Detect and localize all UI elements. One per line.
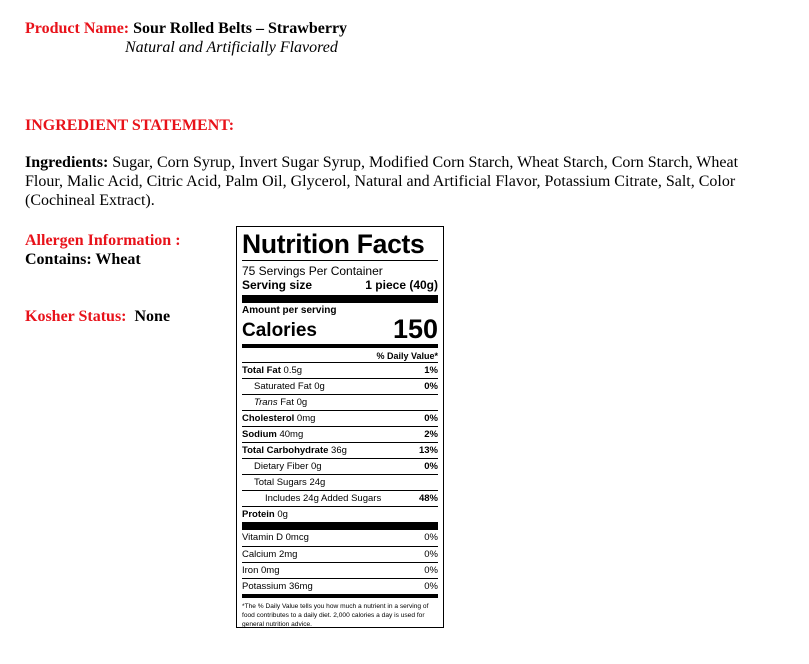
allergen-heading: Allergen Information : xyxy=(25,232,181,249)
allergen-contains: Contains: Wheat xyxy=(25,251,141,268)
nutrient-row-sodium: Sodium 40mg 2% xyxy=(242,426,438,442)
product-name-line xyxy=(25,19,347,38)
vitamin-row-vitamin-d: Vitamin D 0mcg 0% xyxy=(242,532,438,543)
serving-size-label: Serving size xyxy=(242,278,313,292)
medium-divider xyxy=(242,594,438,598)
nutrition-facts-panel xyxy=(236,226,444,628)
product-subtitle: Natural and Artificially Flavored xyxy=(125,39,338,56)
nutrient-row-total-sugars: Total Sugars 24g xyxy=(242,474,438,490)
nutrient-row-protein: Protein 0g xyxy=(242,506,438,522)
daily-value-header: % Daily Value* xyxy=(376,351,438,361)
daily-value-footnote: *The % Daily Value tells you how much a nutrient in a serving of food contributes to a daily diet. 2,000 calories a day is used for general nutrition advice. xyxy=(242,603,429,628)
serving-size-row xyxy=(242,278,438,293)
ingredients-line-3: (Cochineal Extract). xyxy=(25,192,155,209)
ingredient-statement-heading: INGREDIENT STATEMENT: xyxy=(25,117,235,134)
nutrient-row-saturated-fat: Saturated Fat 0g 0% xyxy=(242,378,438,394)
calories-value: 150 xyxy=(392,314,438,344)
nutrient-row-dietary-fiber: Dietary Fiber 0g 0% xyxy=(242,458,438,474)
calories-label: Calories xyxy=(242,320,317,341)
vitamin-row-calcium: Calcium 2mg 0% xyxy=(242,546,438,562)
nutrient-row-total-fat: Total Fat 0.5g 1% xyxy=(242,362,438,378)
ingredients-text xyxy=(25,153,795,210)
serving-size-value: 1 piece (40g) xyxy=(365,278,438,292)
product-name-value: Sour Rolled Belts – Strawberry xyxy=(133,20,348,37)
nutrient-row-cholesterol: Cholesterol 0mg 0% xyxy=(242,410,438,426)
vitamin-row-potassium: Potassium 36mg 0% xyxy=(242,578,438,594)
nutrient-row-added-sugars: Includes 24g Added Sugars 48% xyxy=(242,490,438,506)
kosher-label: Kosher Status: xyxy=(25,308,127,325)
thick-divider xyxy=(242,295,438,303)
nutrition-facts-title: Nutrition Facts xyxy=(242,229,425,259)
product-name-label: Product Name: xyxy=(25,20,130,37)
ingredients-label: Ingredients: xyxy=(25,154,109,171)
divider xyxy=(242,260,438,261)
nutrient-row-trans-fat: Trans Fat 0g xyxy=(242,394,438,410)
nutrient-row-total-carbohydrate: Total Carbohydrate 36g 13% xyxy=(242,442,438,458)
amount-per-serving: Amount per serving xyxy=(242,305,337,316)
calories-row xyxy=(242,316,438,342)
kosher-status-line xyxy=(25,307,170,326)
thick-divider xyxy=(242,522,438,530)
vitamin-row-iron: Iron 0mg 0% xyxy=(242,562,438,578)
kosher-value: None xyxy=(134,308,171,325)
ingredients-line-1: Sugar, Corn Syrup, Invert Sugar Syrup, Modified Corn Starch, Wheat Starch, Corn Starch, Wheat xyxy=(112,154,739,171)
servings-per-container: 75 Servings Per Container xyxy=(242,264,383,278)
ingredients-line-2: Flour, Malic Acid, Citric Acid, Palm Oil, Glycerol, Natural and Artificial Flavor, Potassium Citrate, Salt, Color xyxy=(25,173,736,190)
